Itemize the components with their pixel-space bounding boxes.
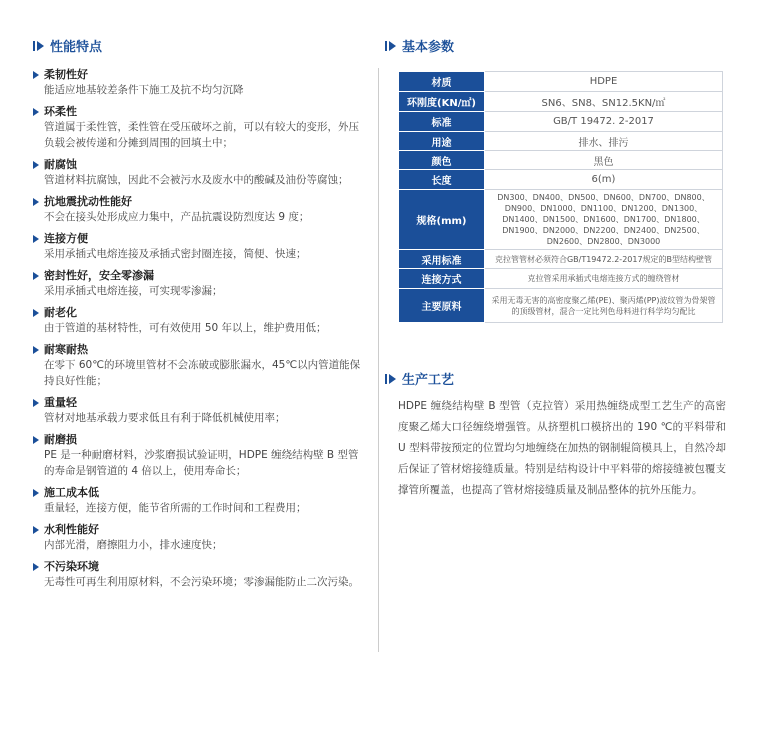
table-row <box>399 269 723 289</box>
param-key: 环刚度(KN/㎡) <box>399 92 485 112</box>
feature-arrow-icon <box>33 272 39 280</box>
feature-desc: PE 是一种耐磨材料，沙浆磨损试验证明，HDPE 缠绕结构壁 B 型管的寿命是钢管道的 4 倍以上，使用寿命长； <box>44 449 359 477</box>
param-value: 排水、排污 <box>485 132 723 151</box>
feature-desc: 管材对地基承载力要求低且有利于降低机械使用率； <box>44 412 286 424</box>
param-value: 6(m) <box>485 170 723 190</box>
feature-item <box>33 231 368 262</box>
feature-desc: 管道材料抗腐蚀，因此不会被污水及废水中的酸碱及油份等腐蚀； <box>44 174 349 186</box>
triangle-arrow-icon <box>389 41 396 51</box>
feature-arrow-icon <box>33 71 39 79</box>
param-value: GB/T 19472. 2-2017 <box>485 112 723 132</box>
feature-arrow-icon <box>33 526 39 534</box>
process-title-text: 生产工艺 <box>402 373 455 388</box>
feature-desc: 采用承插式电熔连接及承插式密封圈连接，简便、快速； <box>44 248 307 260</box>
table-row <box>399 112 723 132</box>
feature-arrow-icon <box>33 436 39 444</box>
triangle-arrow-icon <box>389 374 396 384</box>
feature-desc: 在零下 60℃的环境里管材不会冻破或膨胀漏水，45℃以内管道能保持良好性能； <box>44 359 361 387</box>
param-value: HDPE <box>485 72 723 92</box>
features-list <box>33 67 368 596</box>
feature-item <box>33 194 368 225</box>
table-row <box>399 250 723 269</box>
params-section-title <box>385 36 454 55</box>
params-title-text: 基本参数 <box>402 40 455 55</box>
column-divider <box>378 68 379 652</box>
feature-title: 环柔性 <box>44 105 77 118</box>
feature-title: 抗地震扰动性能好 <box>44 195 132 208</box>
feature-arrow-icon <box>33 161 39 169</box>
table-row <box>399 289 723 323</box>
feature-item <box>33 395 368 426</box>
feature-title: 施工成本低 <box>44 486 99 499</box>
feature-arrow-icon <box>33 346 39 354</box>
param-key: 材质 <box>399 72 485 92</box>
feature-title: 耐老化 <box>44 306 77 319</box>
feature-arrow-icon <box>33 563 39 571</box>
feature-arrow-icon <box>33 235 39 243</box>
title-bar-icon <box>385 374 387 384</box>
feature-item <box>33 342 368 389</box>
feature-desc: 不会在接头处形成应力集中，产品抗震设防烈度达 9 度； <box>44 211 310 223</box>
param-value: 克拉管采用承插式电熔连接方式的缠绕管材 <box>485 269 723 289</box>
param-value: SN6、SN8、SN12.5KN/㎡ <box>485 92 723 112</box>
feature-item <box>33 485 368 516</box>
feature-desc: 采用承插式电熔连接，可实现零渗漏； <box>44 285 223 297</box>
feature-item <box>33 104 368 151</box>
features-section-title <box>33 36 102 55</box>
param-key: 标准 <box>399 112 485 132</box>
param-value: 克拉管管材必须符合GB/T19472.2-2017规定的B型结构壁管 <box>485 250 723 269</box>
table-row <box>399 190 723 250</box>
feature-arrow-icon <box>33 198 39 206</box>
table-row <box>399 132 723 151</box>
feature-desc: 无毒性可再生利用原材料，不会污染环境；零渗漏能防止二次污染。 <box>44 576 359 588</box>
param-key: 长度 <box>399 170 485 190</box>
feature-item <box>33 157 368 188</box>
feature-title: 柔韧性好 <box>44 68 88 81</box>
table-row <box>399 151 723 170</box>
triangle-arrow-icon <box>37 41 44 51</box>
table-row <box>399 92 723 112</box>
table-row <box>399 170 723 190</box>
title-bar-icon <box>33 41 35 51</box>
param-key: 规格(mm) <box>399 190 485 250</box>
feature-desc: 管道属于柔性管，柔性管在受压破坏之前，可以有较大的变形，外压负载会被传递和分摊到周围的回填土中； <box>44 121 359 149</box>
param-value: 黑色 <box>485 151 723 170</box>
feature-item <box>33 559 368 590</box>
param-key: 用途 <box>399 132 485 151</box>
params-table <box>398 71 723 323</box>
param-value: 采用无毒无害的高密度聚乙烯(PE)、聚丙烯(PP)波纹管为骨架管的顶级管材，混合一定比列色母料进行科学均匀配比 <box>485 289 723 323</box>
feature-title: 重量轻 <box>44 396 77 409</box>
feature-title: 耐磨损 <box>44 433 77 446</box>
feature-title: 连接方便 <box>44 232 88 245</box>
param-key: 采用标准 <box>399 250 485 269</box>
feature-item <box>33 268 368 299</box>
feature-desc: 能适应地基较差条件下施工及抗不均匀沉降 <box>44 84 244 96</box>
feature-item <box>33 67 368 98</box>
features-title-text: 性能特点 <box>50 40 103 55</box>
feature-title: 耐腐蚀 <box>44 158 77 171</box>
feature-arrow-icon <box>33 309 39 317</box>
process-description: HDPE 缠绕结构壁 B 型管（克拉管）采用热缠绕成型工艺生产的高密度聚乙烯大口径缠绕增强管。从挤塑机口模挤出的 190 ℃的平料带和 U 型料带按预定的位置均匀地缠绕在加热的钢制辊筒模具上，自然冷却后保证了管材熔接缝质量。特别是结构设计中平料带的熔接缝被包覆支撑管所覆盖，也提高了管材熔接缝质量及制品整体的抗外压能力。 <box>398 400 726 496</box>
feature-item <box>33 432 368 479</box>
title-bar-icon <box>385 41 387 51</box>
param-value: DN300、DN400、DN500、DN600、DN700、DN800、DN900、DN1000、DN1100、DN1200、DN1300、DN1400、DN1500、DN1600、DN1700、DN1800、DN1900、DN2000、DN2200、DN2400、DN2500、DN2600、DN2800、DN3000 <box>485 190 723 250</box>
param-key: 连接方式 <box>399 269 485 289</box>
feature-desc: 重量轻，连接方便，能节省所需的工作时间和工程费用； <box>44 502 307 514</box>
feature-arrow-icon <box>33 108 39 116</box>
feature-arrow-icon <box>33 489 39 497</box>
feature-desc: 内部光滑，磨擦阻力小，排水速度快； <box>44 539 223 551</box>
feature-title: 密封性好，安全零渗漏 <box>44 269 154 282</box>
table-row <box>399 72 723 92</box>
feature-title: 不污染环境 <box>44 560 99 573</box>
feature-item <box>33 522 368 553</box>
feature-title: 水利性能好 <box>44 523 99 536</box>
feature-arrow-icon <box>33 399 39 407</box>
feature-desc: 由于管道的基材特性，可有效使用 50 年以上，维护费用低； <box>44 322 327 334</box>
feature-item <box>33 305 368 336</box>
process-section-title <box>385 369 454 388</box>
param-key: 主要原料 <box>399 289 485 323</box>
feature-title: 耐寒耐热 <box>44 343 88 356</box>
param-key: 颜色 <box>399 151 485 170</box>
